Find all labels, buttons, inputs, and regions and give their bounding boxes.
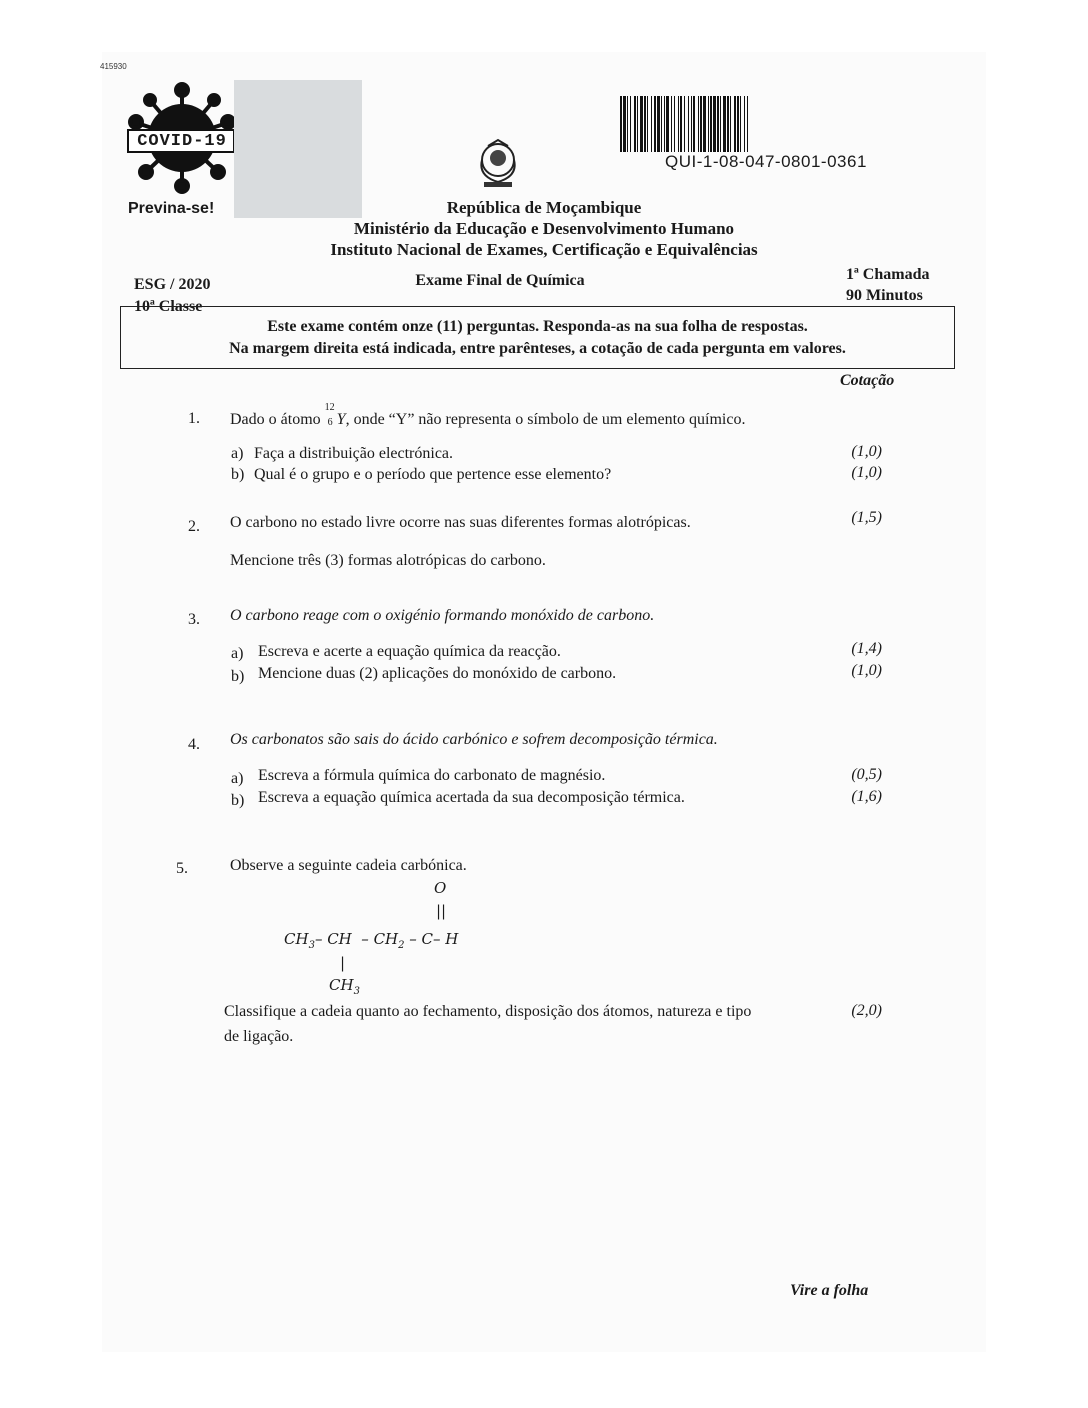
covid-virus-icon [126, 82, 238, 194]
instructions-box [120, 306, 955, 369]
covid-slogan: Previna-se! [128, 200, 215, 217]
q1-text-after: , onde “Y” não representa o símbolo de um elemento químico. [345, 411, 746, 428]
q4-number: 4. [188, 736, 200, 753]
q5-points: (2,0) [851, 1002, 882, 1019]
q3a-label: a) [231, 645, 244, 662]
q3-text: O carbono reage com o oxigénio formando monóxido de carbono. [230, 607, 655, 624]
q1b-points: (1,0) [851, 464, 882, 481]
chain-vertical-bond: | [340, 954, 346, 972]
q5-text-2-line-2: de ligação. [224, 1028, 294, 1045]
exam-call: 1ª Chamada [846, 266, 930, 283]
serial-number: 415930 [100, 62, 127, 71]
exam-code: QUI-1-08-047-0801-0361 [665, 152, 867, 171]
instructions-line-1: Este exame contém onze (11) perguntas. Responda-as na sua folha de respostas. [267, 318, 808, 335]
chain-ch3-left: CH [284, 930, 309, 948]
q1a-label: a) [231, 445, 244, 462]
q2-points: (1,5) [851, 509, 882, 526]
q1-number: 1. [188, 410, 200, 427]
q5-text-2-line-1: Classifique a cadeia quanto ao fechamento, disposição dos átomos, natureza e tipo [224, 1003, 752, 1020]
q4b-label: b) [231, 792, 245, 809]
q1a-text: Faça a distribuição electrónica. [254, 445, 454, 462]
q1b-label: b) [231, 466, 245, 483]
chain-oxygen: O [434, 879, 447, 897]
exam-title: Exame Final de Química [415, 272, 585, 289]
exam-duration: 90 Minutos [846, 287, 923, 304]
q2-text: O carbono no estado livre ocorre nas suas diferentes formas alotrópicas. [230, 514, 691, 531]
q3b-text: Mencione duas (2) aplicações do monóxido de carbono. [258, 665, 617, 682]
q1-text [230, 402, 746, 429]
chain-c-h: – C– H [404, 930, 459, 948]
q3-number: 3. [188, 611, 200, 628]
q2-text-2: Mencione três (3) formas alotrópicas do carbono. [230, 552, 546, 569]
q3b-label: b) [231, 668, 245, 685]
chain-ch2-sub: 2 [398, 940, 405, 951]
chain-branch [329, 976, 360, 997]
q1-atom-number: 6 [327, 417, 333, 428]
header-ministry: Ministério da Educação e Desenvolvimento Humano [353, 219, 735, 238]
q1-atom-mass: 12 [324, 402, 335, 413]
q3a-text: Escreva e acerte a equação química da reacção. [258, 643, 561, 660]
mozambique-emblem-icon [474, 138, 522, 190]
header-republic: República de Moçambique [446, 198, 642, 217]
q1b-text: Qual é o grupo e o período que pertence esse elemento? [254, 466, 612, 483]
cotacao-heading: Cotação [840, 372, 895, 389]
chain-branch-ch: CH [329, 976, 354, 994]
chain-ch3-left-sub: 3 [308, 940, 315, 951]
q5-text: Observe a seguinte cadeia carbónica. [230, 857, 467, 874]
q2-number: 2. [188, 518, 200, 535]
esg-year: ESG / 2020 [134, 276, 211, 293]
covid-badge-text: COVID-19 [137, 132, 227, 151]
class-level: 10ª Classe [134, 298, 203, 315]
chain-main [284, 930, 458, 951]
barcode [620, 96, 910, 152]
q4a-text: Escreva a fórmula química do carbonato de magnésio. [258, 767, 606, 784]
q3a-points: (1,4) [851, 640, 882, 657]
instructions-line-2: Na margem direita está indicada, entre parênteses, a cotação de cada pergunta em valores. [229, 340, 846, 357]
q3b-points: (1,0) [851, 662, 882, 679]
q4b-text: Escreva a equação química acertada da sua decomposição térmica. [258, 789, 685, 806]
q4a-label: a) [231, 770, 244, 787]
q4a-points: (0,5) [851, 766, 882, 783]
q5-number: 5. [176, 860, 188, 877]
chain-branch-sub: 3 [353, 986, 360, 997]
chain-ch-ch2: – CH – CH [314, 930, 399, 948]
q1-text-before: Dado o átomo [230, 411, 321, 428]
q4-text: Os carbonatos são sais do ácido carbónico e sofrem decomposição térmica. [230, 731, 718, 748]
header-institute: Instituto Nacional de Exames, Certificação e Equivalências [330, 240, 758, 259]
q4b-points: (1,6) [851, 788, 882, 805]
q1a-points: (1,0) [851, 443, 882, 460]
chain-double-bond: || [436, 902, 447, 920]
q1-atom-symbol: Y [336, 411, 346, 428]
turn-page-note: Vire a folha [790, 1282, 869, 1299]
